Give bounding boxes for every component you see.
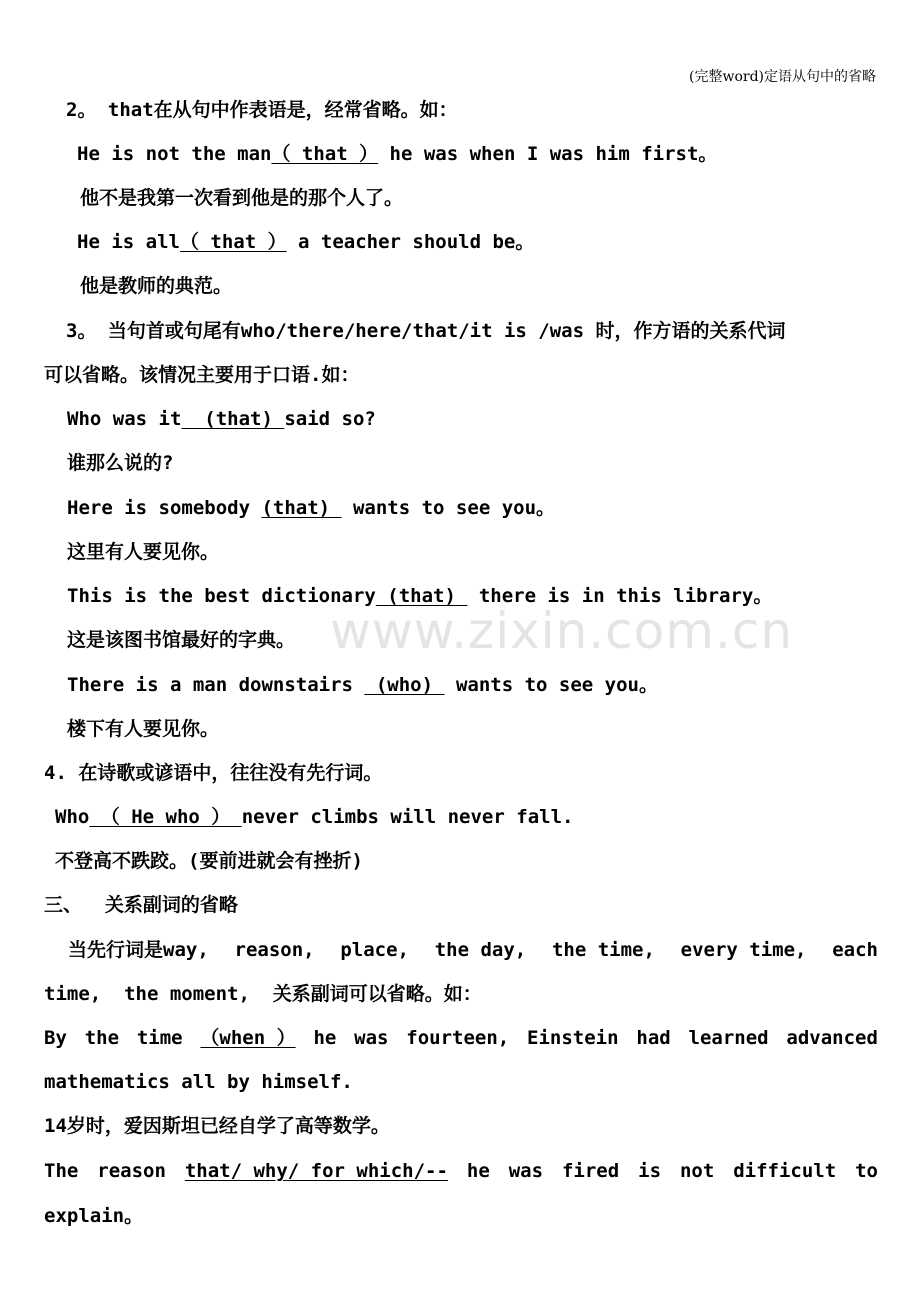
line-2-blank: （ that ） xyxy=(271,143,379,165)
line-20 xyxy=(44,937,878,963)
line-25 xyxy=(44,1158,878,1184)
line-2-b: he was when I was him first。 xyxy=(378,143,718,165)
line-22-w5: was xyxy=(354,1027,389,1049)
line-22-w6: fourteen, xyxy=(406,1027,510,1049)
line-18: 不登高不跌跤。(要前进就会有挫折) xyxy=(55,850,363,872)
line-10 xyxy=(67,495,920,521)
line-7: 可以省略。该情况主要用于口语.如： xyxy=(44,364,360,386)
line-5: 他是教师的典范。 xyxy=(80,275,233,297)
line-12 xyxy=(67,583,920,609)
line-22-w0: By xyxy=(44,1027,67,1049)
line-17 xyxy=(55,804,920,830)
line-22-w8: had xyxy=(636,1027,671,1049)
line-19-heading: 三、 关系副词的省略 xyxy=(44,894,238,916)
line-4 xyxy=(77,229,920,255)
line-2-a: He is not the man xyxy=(77,143,272,165)
line-12-a: This is the best dictionary xyxy=(67,585,376,607)
line-25-w3: he xyxy=(466,1160,490,1182)
line-14 xyxy=(67,672,920,698)
line-25-w5: fired xyxy=(561,1160,620,1182)
line-14-blank: (who) xyxy=(364,674,445,696)
line-4-a: He is all xyxy=(77,231,180,253)
line-4-b: a teacher should be。 xyxy=(286,231,535,253)
line-6: 3。 当句首或句尾有who/there/here/that/it is /was 时，作方语的关系代词 xyxy=(66,320,786,342)
line-21: time, the moment, 关系副词可以省略。如： xyxy=(44,983,482,1005)
line-25-w7: not xyxy=(679,1160,715,1182)
line-25-w8: difficult xyxy=(733,1160,837,1182)
line-22 xyxy=(44,1025,878,1051)
line-22-blank: （when ） xyxy=(200,1027,296,1049)
line-20-w6: each xyxy=(832,939,878,961)
line-22-w1: the xyxy=(84,1027,120,1049)
line-2 xyxy=(77,141,920,167)
line-22-w2: time xyxy=(136,1027,183,1049)
line-22-w10: advanced xyxy=(786,1027,878,1049)
watermark: www.zixin.com.cn xyxy=(330,602,794,660)
line-15: 楼下有人要见你。 xyxy=(67,718,220,740)
line-9: 谁那么说的? xyxy=(67,452,174,474)
line-25-w0: The xyxy=(44,1160,79,1182)
line-24: 14岁时，爱因斯坦已经自学了高等数学。 xyxy=(44,1115,390,1137)
line-10-blank: (that) xyxy=(261,497,342,519)
line-10-a: Here is somebody xyxy=(67,497,262,519)
line-22-w9: learned xyxy=(688,1027,769,1049)
line-20-w5: every time, xyxy=(680,939,807,961)
line-23: mathematics all by himself. xyxy=(44,1071,353,1093)
line-20-w0: 当先行词是way, xyxy=(68,939,209,961)
line-20-w4: the time, xyxy=(551,939,655,961)
line-8-a: Who was it xyxy=(67,408,182,430)
line-20-w3: the day, xyxy=(434,939,527,961)
line-14-a: There is a man downstairs xyxy=(67,674,365,696)
line-8 xyxy=(67,406,920,432)
line-4-blank: （ that ） xyxy=(179,231,287,253)
line-25-w1: reason xyxy=(97,1160,166,1182)
line-22-w7: Einstein xyxy=(527,1027,619,1049)
line-20-w2: place, xyxy=(340,939,409,961)
line-10-b: wants to see you。 xyxy=(341,497,556,519)
line-1: 2。 that在从句中作表语是，经常省略。如： xyxy=(66,99,458,121)
line-17-a: Who xyxy=(55,806,90,828)
line-25-w4: was xyxy=(508,1160,544,1182)
line-17-b: never climbs will never fall. xyxy=(241,806,574,828)
line-17-blank: （ He who ） xyxy=(89,806,242,828)
line-14-b: wants to see you。 xyxy=(444,674,658,696)
line-16: 4. 在诗歌或谚语中，往往没有先行词。 xyxy=(44,762,383,784)
page-header: (完整word)定语从句中的省略 xyxy=(689,69,876,85)
line-25-w9: to xyxy=(855,1160,878,1182)
line-12-blank: (that) xyxy=(375,585,468,607)
line-20-w1: reason, xyxy=(234,939,315,961)
line-26: explain。 xyxy=(44,1205,144,1227)
line-22-w4: he xyxy=(313,1027,337,1049)
line-8-b: said so? xyxy=(284,408,376,430)
line-13: 这是该图书馆最好的字典。 xyxy=(67,629,296,651)
line-11: 这里有人要见你。 xyxy=(67,541,220,563)
line-25-blank: that/ why/ for which/-- xyxy=(184,1160,448,1182)
line-12-b: there is in this library。 xyxy=(467,585,773,607)
line-25-w6: is xyxy=(638,1160,662,1182)
line-3: 他不是我第一次看到他是的那个人了。 xyxy=(80,187,404,209)
line-8-blank: (that) xyxy=(181,408,285,430)
